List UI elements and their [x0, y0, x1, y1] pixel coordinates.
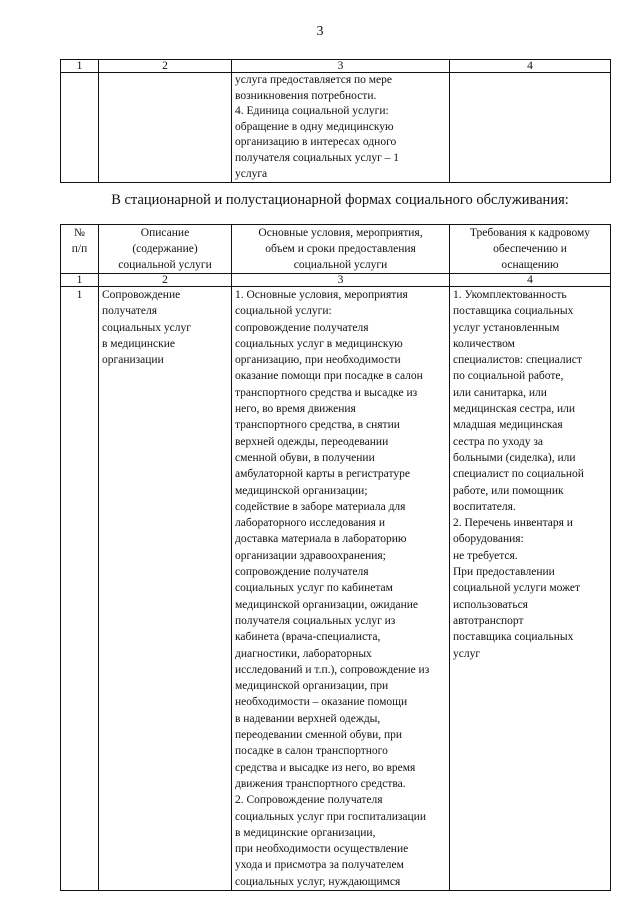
text-line: или санитарка, или	[453, 386, 547, 399]
column-number: 3	[232, 60, 450, 73]
text-line: кабинета (врача-специалиста,	[235, 631, 381, 644]
text-line: использоваться	[453, 598, 528, 611]
header-number	[61, 225, 99, 274]
text-line: получателя социальных услуг из	[235, 614, 396, 627]
continuation-table	[60, 59, 611, 183]
text-line: лабораторного исследования и	[235, 517, 385, 530]
text-line: социальной услуги может	[453, 582, 581, 595]
header-description	[99, 225, 232, 274]
header-line: социальной услуги	[293, 259, 388, 271]
header-line: (содержание)	[132, 243, 198, 255]
text-line: больными (сиделка), или	[453, 451, 576, 464]
text-line: верхней одежды, переодевании	[235, 435, 389, 448]
text-line: автотранспорт	[453, 614, 524, 627]
text-line: в медицинские организации,	[235, 826, 376, 839]
table-row	[61, 73, 611, 183]
text-line: 1. Основные условия, мероприятия	[235, 289, 408, 301]
text-line: количеством	[453, 337, 515, 350]
column-number-row	[61, 60, 611, 73]
page-number: 3	[316, 24, 324, 39]
text-line: необходимости – оказание помощи	[235, 696, 408, 709]
column-number: 2	[99, 274, 232, 287]
header-line: Требования к кадровому	[469, 227, 591, 239]
text-line: сопровождение получателя	[235, 566, 369, 579]
text-line: специалистов: специалист	[453, 354, 582, 367]
text-line: посадке в салон транспортного	[235, 745, 388, 758]
services-table	[60, 224, 611, 891]
text-line: услуг	[453, 647, 481, 660]
text-line: воспитателя.	[453, 500, 516, 513]
text-line: организацию в интересах одного	[235, 136, 397, 149]
text-line: социальных услуг, нуждающимся	[235, 875, 401, 888]
header-line: №	[74, 227, 85, 239]
text-line: Сопровождение	[102, 289, 181, 301]
text-line: услуга	[235, 167, 268, 180]
text-line: сестра по уходу за	[453, 435, 544, 448]
text-line: При предоставлении	[453, 566, 555, 579]
text-line: 1. Укомплектованность	[453, 289, 567, 301]
column-number: 3	[232, 274, 450, 287]
text-line: работе, или помощник	[453, 484, 564, 497]
text-line: организации	[102, 354, 164, 367]
text-line: медицинской организации, ожидание	[235, 598, 419, 611]
column-number: 1	[61, 274, 99, 287]
text-line: медицинской организации;	[235, 484, 368, 497]
description-cell	[99, 73, 232, 183]
text-line: получателя социальных услуг – 1	[235, 151, 400, 164]
text-line: сменной обуви, в получении	[235, 451, 375, 464]
text-line: социальных услуг по кабинетам	[235, 582, 393, 595]
text-line: транспортного средства и высадке из	[235, 386, 418, 399]
text-line: обращение в одну медицинскую	[235, 120, 394, 133]
text-line: услуга предоставляется по мере	[235, 74, 393, 86]
column-number: 4	[450, 60, 611, 73]
text-line: движения транспортного средства.	[235, 777, 406, 790]
text-line: услуг установленным	[453, 321, 560, 334]
text-line: получателя	[102, 305, 157, 318]
text-line: оборудования:	[453, 533, 524, 546]
header-requirements	[450, 225, 611, 274]
section-title: В стационарной и полустационарной формах социального обслуживания:	[111, 192, 569, 208]
text-line: амбулаторной карты в регистратуре	[235, 468, 410, 481]
text-line: по социальной работе,	[453, 370, 564, 383]
text-line: ухода и присмотра за получателем	[235, 859, 404, 872]
text-line: него, во время движения	[235, 403, 356, 416]
conditions-cell	[232, 287, 450, 891]
text-line: социальных услуг при госпитализации	[235, 810, 426, 823]
header-line: оснащению	[501, 259, 559, 271]
text-line: социальных услуг в медицинскую	[235, 337, 403, 350]
column-number-row	[61, 274, 611, 287]
text-line: 2. Сопровождение получателя	[235, 794, 383, 807]
text-line: при необходимости осуществление	[235, 843, 409, 856]
conditions-cell	[232, 73, 450, 183]
text-line: в надевании верхней одежды,	[235, 712, 381, 725]
text-line: оказание помощи при посадке в салон	[235, 370, 423, 383]
text-line: не требуется.	[453, 549, 518, 562]
text-line: доставка материала в лабораторию	[235, 533, 407, 546]
text-line: социальной услуги:	[235, 305, 332, 318]
header-line: п/п	[71, 243, 88, 255]
text-line: организации здравоохранения;	[235, 549, 386, 562]
text-line: социальных услуг	[102, 321, 191, 334]
header-row	[61, 225, 611, 274]
requirements-cell	[450, 287, 611, 891]
number-cell	[61, 73, 99, 183]
header-line: Описание	[140, 227, 190, 239]
text-line: 2. Перечень инвентаря и	[453, 517, 573, 530]
text-line: транспортного средства, в снятии	[235, 419, 400, 432]
requirements-cell	[450, 73, 611, 183]
text-line: 4. Единица социальной услуги:	[235, 105, 389, 118]
text-line: младшая медицинская	[453, 419, 563, 432]
header-conditions	[232, 225, 450, 274]
text-line: переодевании сменной обуви, при	[235, 729, 403, 742]
text-line: сопровождение получателя	[235, 321, 369, 334]
text-line: исследований и т.п.), сопровождение из	[235, 663, 430, 676]
row-number: 1	[61, 287, 99, 891]
text-line: в медицинские	[102, 337, 175, 350]
text-line: поставщика социальных	[453, 305, 574, 318]
text-line: медицинской организации, при	[235, 680, 389, 693]
text-line: специалист по социальной	[453, 468, 584, 481]
column-number: 1	[61, 60, 99, 73]
table-row	[61, 287, 611, 891]
header-line: социальной услуги	[118, 259, 212, 271]
column-number: 4	[450, 274, 611, 287]
header-line: объем и сроки предоставления	[265, 243, 416, 255]
description-cell	[99, 287, 232, 891]
text-line: поставщика социальных	[453, 631, 574, 644]
header-line: Основные условия, мероприятия,	[258, 227, 423, 239]
text-line: организацию, при необходимости	[235, 354, 401, 367]
text-line: средства и высадке из него, во время	[235, 761, 416, 774]
column-number: 2	[99, 60, 232, 73]
text-line: диагностики, лабораторных	[235, 647, 372, 660]
text-line: возникновения потребности.	[235, 89, 377, 102]
text-line: медицинская сестра, или	[453, 403, 576, 416]
text-line: содействие в заборе материала для	[235, 500, 406, 513]
header-line: обеспечению и	[493, 243, 567, 255]
